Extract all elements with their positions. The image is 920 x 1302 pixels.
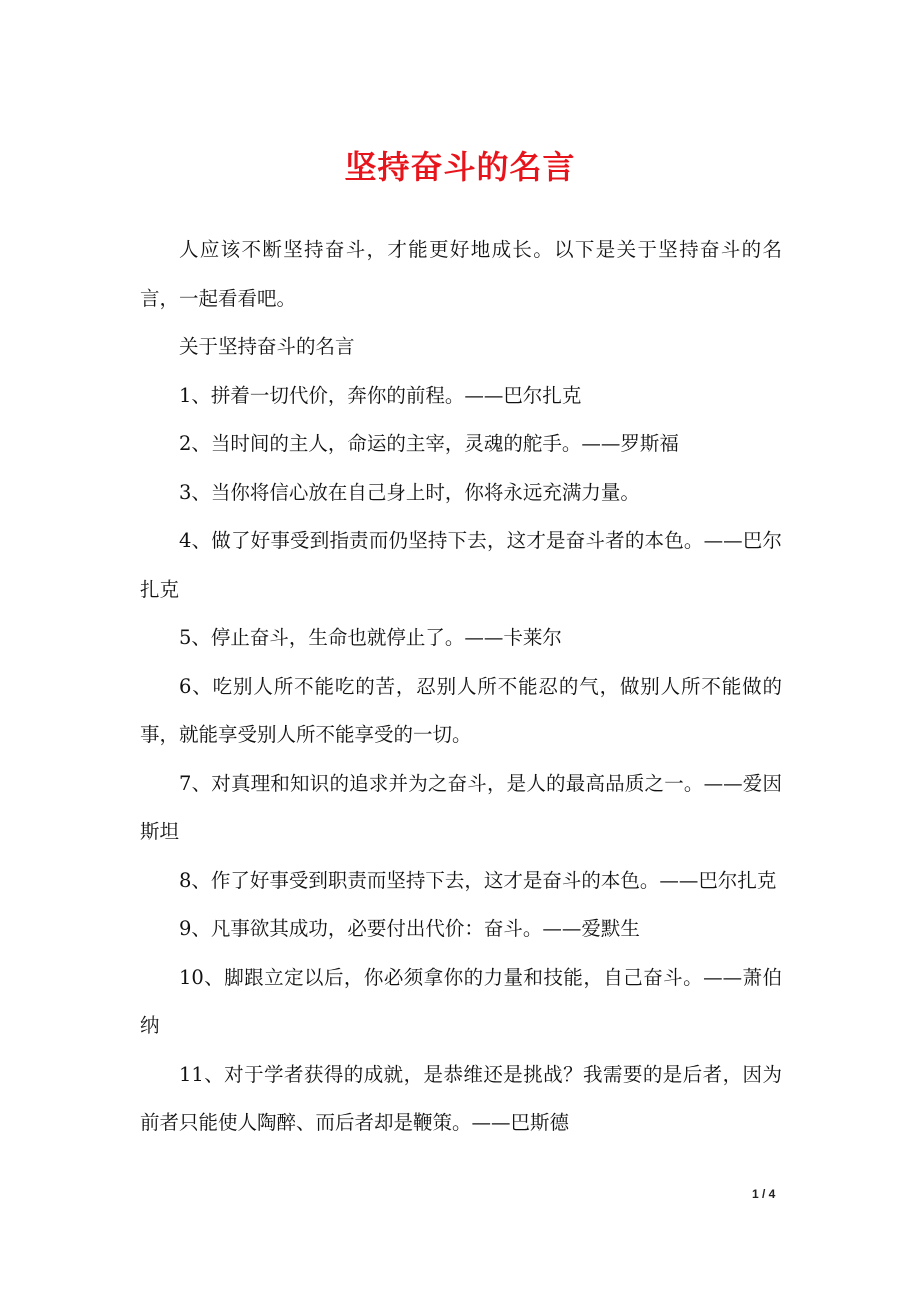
section-heading: 关于坚持奋斗的名言 [179, 335, 355, 358]
page-title: 坚持奋斗的名言 [344, 148, 576, 186]
quote-item-1: 1、拼着一切代价，奔你的前程。——巴尔扎克 [179, 383, 582, 407]
page-number: 1 / 4 [752, 1187, 776, 1201]
document-body [140, 226, 782, 1148]
quote-item-7: 7、对真理和知识的追求并为之奋斗，是人的最高品质之一。——爱因斯坦 [140, 771, 782, 843]
quote-item-4: 4、做了好事受到指责而仍坚持下去，这才是奋斗者的本色。——巴尔扎克 [140, 529, 782, 601]
quote-item-10: 10、脚跟立定以后，你必须拿你的力量和技能，自己奋斗。——萧伯纳 [140, 965, 782, 1037]
quote-item-2: 2、当时间的主人，命运的主宰，灵魂的舵手。——罗斯福 [179, 432, 679, 455]
quote-item-9: 9、凡事欲其成功，必要付出代价：奋斗。——爱默生 [179, 917, 640, 940]
quote-item-6: 6、吃别人所不能吃的苦，忍别人所不能忍的气，做别人所不能做的事，就能享受别人所不能享受的一切。 [140, 674, 782, 746]
quote-item-5: 5、停止奋斗，生命也就停止了。——卡莱尔 [179, 626, 562, 649]
quote-item-8: 8、作了好事受到职责而坚持下去，这才是奋斗的本色。——巴尔扎克 [179, 868, 777, 892]
intro-paragraph: 人应该不断坚持奋斗，才能更好地成长。以下是关于坚持奋斗的名言，一起看看吧。 [140, 238, 782, 310]
quote-item-3: 3、当你将信心放在自己身上时，你将永远充满力量。 [179, 480, 640, 504]
quote-item-11: 11、对于学者获得的成就，是恭维还是挑战？我需要的是后者，因为前者只能使人陶醉、而后者却是鞭策。——巴斯德 [140, 1062, 782, 1134]
